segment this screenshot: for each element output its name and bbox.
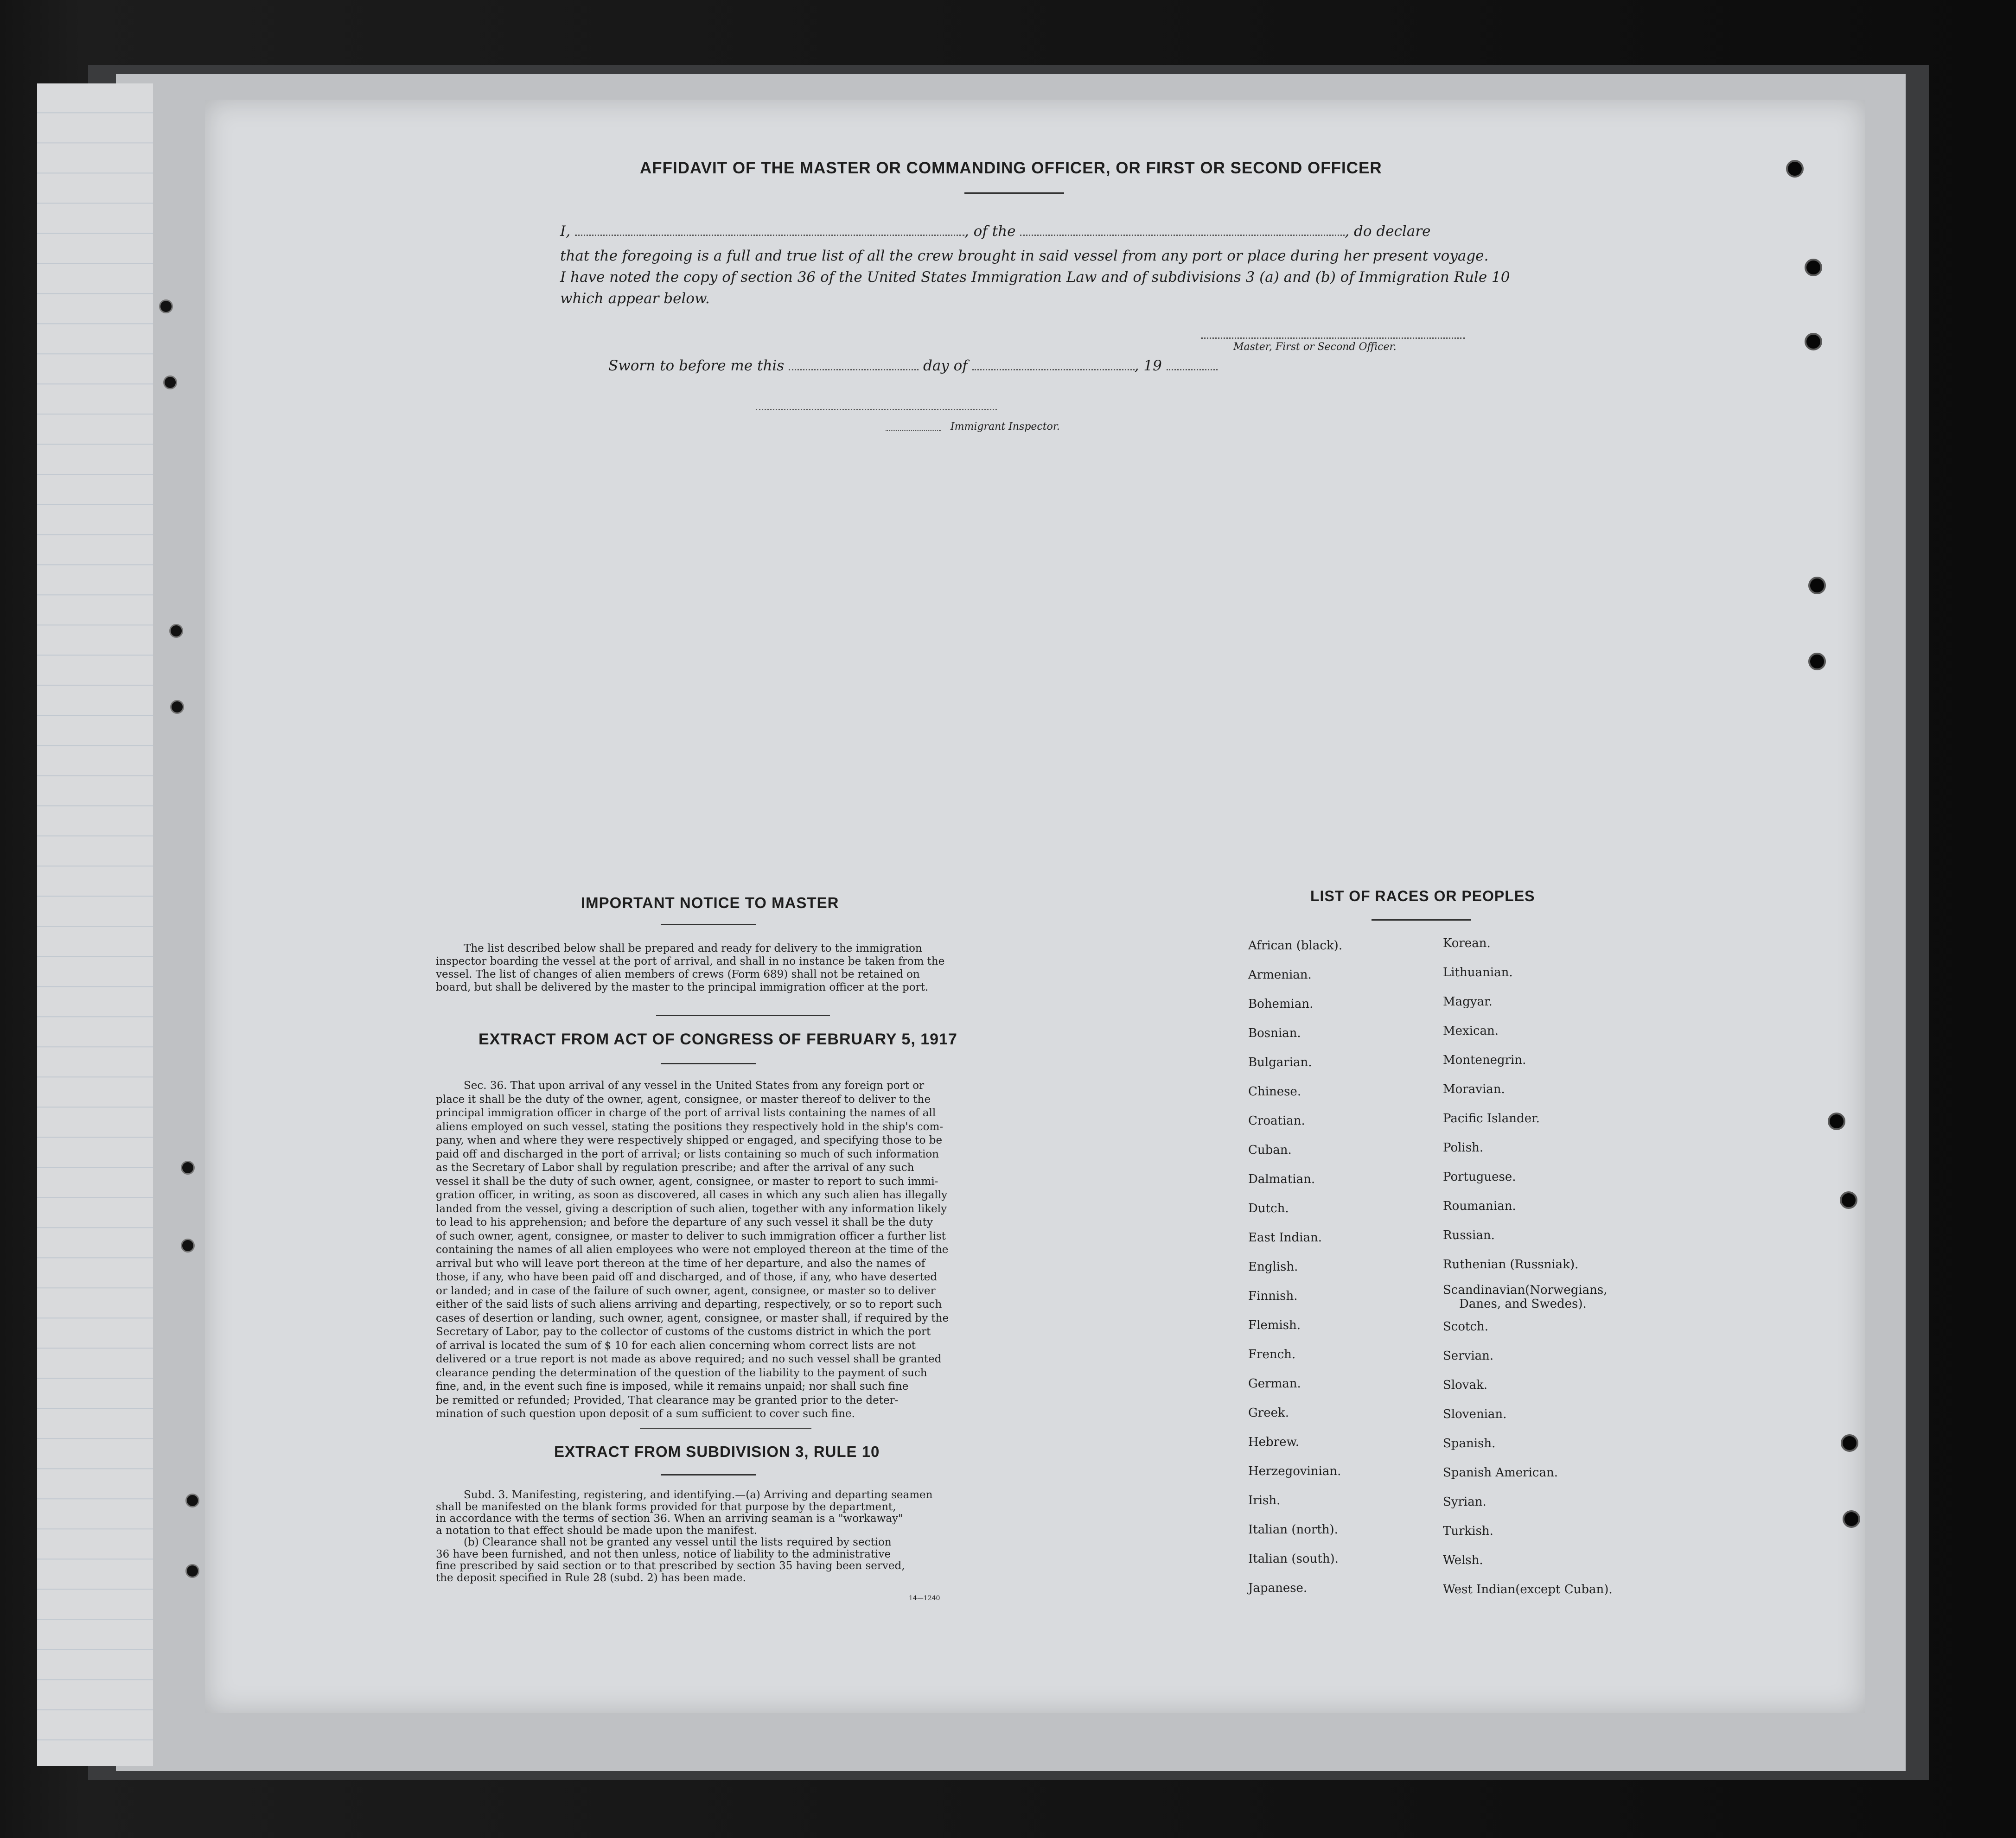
act-line: aliens employed on such vessel, stating the positions they respectively hold in the ship's com- (436, 1120, 944, 1133)
race-item: Greek. (1248, 1406, 1289, 1420)
officer-name-blank[interactable] (575, 223, 964, 236)
binder-hole (1808, 577, 1826, 594)
divider (964, 192, 1064, 194)
race-item: Portuguese. (1443, 1170, 1516, 1184)
binder-hole (185, 1494, 199, 1507)
race-item: Syrian. (1443, 1495, 1486, 1509)
sworn-line (608, 357, 1218, 374)
race-item: Bulgarian. (1248, 1056, 1312, 1069)
divider (661, 1063, 756, 1064)
race-item: Mexican. (1443, 1024, 1499, 1038)
form-number: 14—1240 (909, 1595, 940, 1602)
binder-hole (1840, 1191, 1857, 1209)
affidavit-body-line: that the foregoing is a full and true list of all the crew brought in said vessel from any port or place during her present voyage. (560, 248, 1489, 264)
race-item: Spanish American. (1443, 1466, 1558, 1480)
master-signature-line[interactable] (1201, 337, 1465, 339)
notice-line: The list described below shall be prepared and ready for delivery to the immigration (464, 942, 922, 954)
race-item: Welsh. (1443, 1553, 1483, 1567)
act-line: fine, and, in the event such fine is imposed, while it remains unpaid; nor shall such fine (436, 1380, 909, 1393)
notice-line: vessel. The list of changes of alien members of crews (Form 689) shall not be retained on (436, 968, 920, 980)
race-item: Korean. (1443, 936, 1491, 950)
affidavit-declaration-line (560, 223, 1487, 240)
race-item: Servian. (1443, 1349, 1494, 1363)
sworn-day-of: day of (923, 357, 968, 374)
binder-hole (169, 624, 183, 638)
notice-line: inspector boarding the vessel at the port of arrival, and shall in no instance be taken from the (436, 955, 945, 967)
race-item: Polish. (1443, 1141, 1484, 1155)
act-line: arrival but who will leave port thereon at the time of her departure, and also the names of (436, 1257, 925, 1270)
act-line: vessel it shall be the duty of such owner, agent, consignee, or master to report to such immi- (436, 1175, 938, 1188)
race-item: Armenian. (1248, 968, 1312, 982)
divider (1372, 919, 1471, 921)
act-line: place it shall be the duty of the owner, agent, consignee, or master thereof to deliver to the (436, 1093, 931, 1106)
races-title: LIST OF RACES OR PEOPLES (1310, 888, 1535, 904)
act-line: paid off and discharged in the port of arrival; or lists containing so much of such information (436, 1148, 939, 1160)
inspector-label: Immigrant Inspector. (951, 421, 1060, 432)
notice-line: board, but shall be delivered by the master to the principal immigration officer at the port. (436, 981, 929, 993)
race-item: African (black). (1248, 939, 1343, 953)
binder-hole (1841, 1434, 1858, 1452)
divider (640, 1428, 811, 1429)
race-item: German. (1248, 1377, 1301, 1391)
act-line: of such owner, agent, consignee, or master to deliver to such immigration officer a further list (436, 1230, 946, 1242)
race-item: Lithuanian. (1443, 966, 1513, 979)
rule-extract-title: EXTRACT FROM SUBDIVISION 3, RULE 10 (554, 1443, 880, 1460)
binder-hole (185, 1564, 199, 1578)
sworn-prefix: Sworn to before me this (608, 357, 785, 374)
act-line: principal immigration officer in charge of the port of arrival lists containing the names of all (436, 1107, 936, 1119)
left-ledger-edge (37, 83, 153, 1766)
act-extract-body (436, 1079, 991, 1421)
rule-line: Subd. 3. Manifesting, registering, and identifying.—(a) Arriving and departing seamen (464, 1489, 933, 1501)
rule-line: fine prescribed by said section or to that prescribed by section 35 having been served, (436, 1560, 905, 1572)
race-item: Danes, and Swedes). (1459, 1297, 1587, 1311)
inspector-signature-line[interactable] (756, 409, 997, 410)
rule-line: 36 have been furnished, and not then unless, notice of liability to the administrative (436, 1548, 891, 1560)
i-label: I, (560, 223, 571, 240)
race-item: English. (1248, 1260, 1298, 1274)
race-item: Dutch. (1248, 1202, 1289, 1215)
master-signature-label: Master, First or Second Officer. (1233, 341, 1397, 353)
race-item: Chinese. (1248, 1085, 1301, 1099)
affidavit-body-line: which appear below. (560, 290, 710, 307)
act-line: clearance pending the determination of the question of the liability to the payment of such (436, 1367, 927, 1379)
race-item: Magyar. (1443, 995, 1493, 1009)
binder-hole (181, 1239, 195, 1253)
act-line: landed from the vessel, giving a description of such alien, together with any information likely (436, 1202, 947, 1215)
divider (656, 1015, 830, 1016)
act-line: those, if any, who have been paid off and discharged, and of those, if any, who have deserted (436, 1271, 938, 1283)
race-item: Bohemian. (1248, 997, 1314, 1011)
act-line: containing the names of all alien employees who were not employed thereon at the time of the (436, 1244, 949, 1256)
divider (661, 924, 756, 925)
race-item: Spanish. (1443, 1437, 1496, 1450)
act-line: or landed; and in case of the failure of such owner, agent, consignee, or master so to deliver (436, 1285, 936, 1297)
act-line: pany, when and where they were respectively shipped or engaged, and specifying those to be (436, 1134, 943, 1146)
rule-extract-body (436, 1489, 991, 1584)
binder-hole (1828, 1113, 1845, 1130)
race-item: East Indian. (1248, 1231, 1322, 1245)
act-line: to lead to his apprehension; and before the departure of any such vessel it shall be the duty (436, 1216, 933, 1228)
act-line: be remitted or refunded; Provided, That clearance may be granted prior to the deter- (436, 1394, 899, 1406)
act-line: as the Secretary of Labor shall by regulation prescribe; and after the arrival of any such (436, 1162, 914, 1174)
document-page (205, 100, 1865, 1713)
race-item: Irish. (1248, 1494, 1281, 1507)
act-line: of arrival is located the sum of $ 10 for each alien concerning whom correct lists are not (436, 1339, 916, 1352)
race-item: Ruthenian (Russniak). (1443, 1258, 1579, 1272)
race-item: Russian. (1443, 1228, 1495, 1242)
vessel-name-blank[interactable] (1020, 223, 1345, 236)
binder-hole (1805, 259, 1822, 276)
race-item: Moravian. (1443, 1082, 1505, 1096)
act-extract-title: EXTRACT FROM ACT OF CONGRESS OF FEBRUARY 5, 1917 (478, 1030, 957, 1048)
race-item: Herzegovinian. (1248, 1464, 1341, 1478)
race-item: Turkish. (1443, 1524, 1493, 1538)
sworn-year-blank[interactable] (1167, 357, 1218, 370)
do-declare-label: , do declare (1345, 223, 1431, 240)
binder-hole (1786, 160, 1804, 178)
rule-line: in accordance with the terms of section 36. When an arriving seaman is a "workaway" (436, 1513, 903, 1525)
race-item: Roumanian. (1443, 1199, 1516, 1213)
race-item: Bosnian. (1248, 1026, 1301, 1040)
act-line: mination of such question upon deposit of a sum sufficient to cover such fine. (436, 1408, 855, 1420)
race-item: Finnish. (1248, 1289, 1298, 1303)
race-item: Cuban. (1248, 1143, 1292, 1157)
of-the-label: , of the (964, 223, 1016, 240)
binder-hole (159, 299, 173, 313)
rule-line: shall be manifested on the blank forms provided for that purpose by the department, (436, 1501, 896, 1513)
race-item: Montenegrin. (1443, 1053, 1526, 1067)
race-item: Slovenian. (1443, 1407, 1507, 1421)
act-line: delivered or a true report is not made as above required; and no such vessel shall be granted (436, 1353, 942, 1365)
sworn-year: , 19 (1134, 357, 1162, 374)
binder-hole (163, 375, 177, 389)
affidavit-title: AFFIDAVIT OF THE MASTER OR COMMANDING OFFICER, OR FIRST OR SECOND OFFICER (640, 159, 1382, 177)
binder-hole (170, 700, 184, 714)
rule-line: the deposit specified in Rule 28 (subd. 2) has been made. (436, 1571, 746, 1584)
race-item: Scandinavian(Norwegians, (1443, 1283, 1608, 1297)
rule-line: (b) Clearance shall not be granted any vessel until the lists required by section (464, 1536, 892, 1548)
notice-title: IMPORTANT NOTICE TO MASTER (581, 894, 839, 911)
binder-hole (1808, 653, 1826, 670)
binder-hole (1843, 1510, 1860, 1528)
race-item: Croatian. (1248, 1114, 1305, 1128)
rule-line: a notation to that effect should be made upon the manifest. (436, 1524, 758, 1537)
binder-hole (1805, 333, 1822, 350)
race-item: Scotch. (1443, 1320, 1489, 1334)
act-line: Secretary of Labor, pay to the collector of customs of the customs district in which the port (436, 1326, 931, 1338)
act-line: either of the said lists of such aliens arriving and departing, respectively, or so to report such (436, 1298, 942, 1310)
race-item: Flemish. (1248, 1318, 1301, 1332)
divider (661, 1474, 756, 1475)
act-line: cases of desertion or landing, such owner, agent, consignee, or master shall, if required by the (436, 1312, 949, 1324)
race-item: Pacific Islander. (1443, 1112, 1540, 1126)
affidavit-body-line: I have noted the copy of section 36 of the United States Immigration Law and of subdivisions 3 (a) and (b) of Immigration Rule 10 (560, 269, 1510, 286)
race-item: Japanese. (1248, 1581, 1308, 1595)
act-line: Sec. 36. That upon arrival of any vessel in the United States from any foreign port or (464, 1080, 925, 1092)
race-item: Hebrew. (1248, 1435, 1299, 1449)
race-item: Slovak. (1443, 1378, 1487, 1392)
inspector-dotted-lead (886, 430, 941, 431)
race-item: Dalmatian. (1248, 1172, 1315, 1186)
sworn-day-blank[interactable] (789, 357, 919, 370)
race-item: Italian (north). (1248, 1523, 1338, 1537)
race-item: West Indian(except Cuban). (1443, 1583, 1613, 1596)
sworn-month-blank[interactable] (972, 357, 1135, 370)
race-item: Italian (south). (1248, 1552, 1339, 1566)
binder-hole (181, 1161, 195, 1175)
notice-body (436, 942, 991, 994)
act-line: gration officer, in writing, as soon as discovered, all cases in which any such alien has illegally (436, 1189, 948, 1201)
race-item: French. (1248, 1348, 1296, 1361)
